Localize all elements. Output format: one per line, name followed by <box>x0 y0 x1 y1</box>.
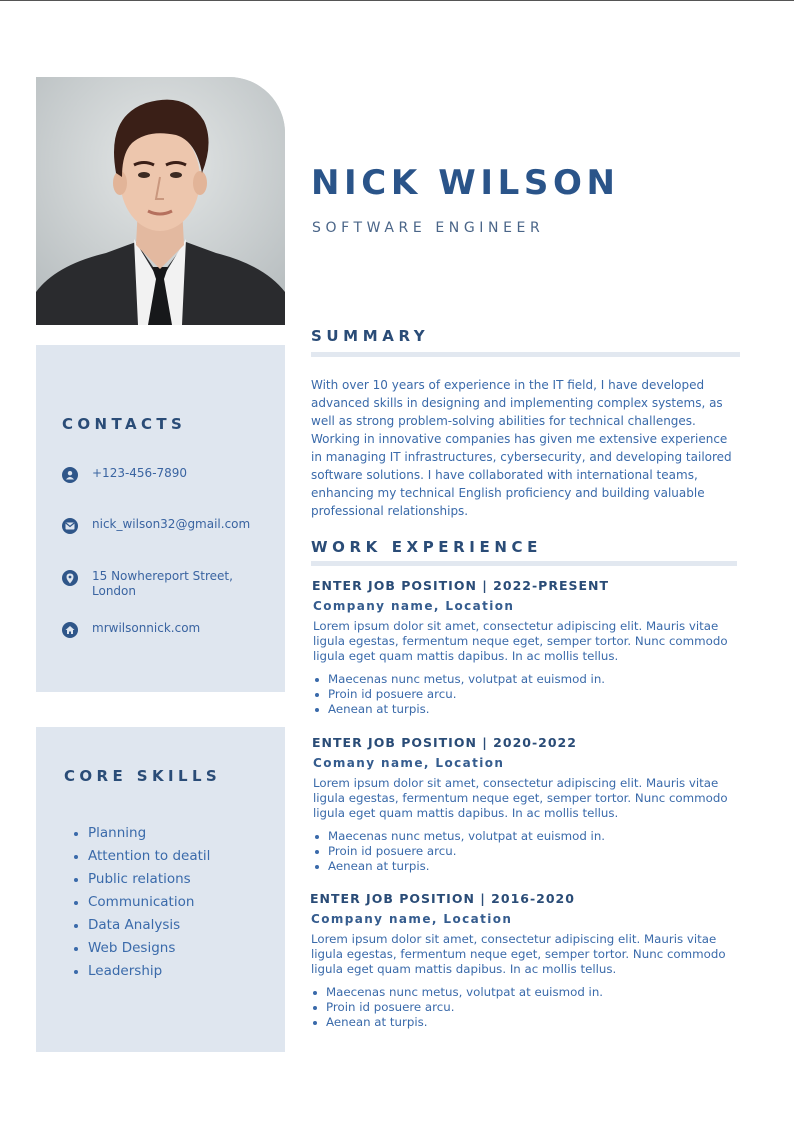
home-icon <box>62 622 78 638</box>
job-company: Company name, Location <box>311 912 513 926</box>
job-bullet: Maecenas nunc metus, volutpat at euismod in. <box>315 672 741 687</box>
job-company: Company name, Location <box>313 599 515 613</box>
contact-website <box>62 621 252 638</box>
job-title: ENTER JOB POSITION | 2022-PRESENT <box>312 578 610 593</box>
job-entry-1 <box>311 578 741 717</box>
work-experience-divider <box>311 561 737 566</box>
candidate-name: NICK WILSON <box>311 163 620 203</box>
skill-item: Public relations <box>72 868 210 891</box>
contacts-title: CONTACTS <box>62 415 187 433</box>
job-bullet: Proin id posuere arcu. <box>315 687 741 702</box>
job-bullet: Proin id posuere arcu. <box>313 1000 739 1015</box>
work-experience-title: WORK EXPERIENCE <box>311 538 542 556</box>
location-pin-icon <box>62 570 78 586</box>
job-company: Comany name, Location <box>313 756 505 770</box>
profile-photo <box>36 77 285 325</box>
job-bullets <box>311 829 741 874</box>
job-description: Lorem ipsum dolor sit amet, consectetur adipiscing elit. Mauris vitae ligula egestas, fermentum neque eget, semper tortor. Nunc commodo ligula eget quam mattis dapibus. In ac mollis tellus. <box>311 932 726 976</box>
skill-item: Planning <box>72 822 210 845</box>
job-bullet: Maecenas nunc metus, volutpat at euismod in. <box>315 829 741 844</box>
skill-item: Data Analysis <box>72 914 210 937</box>
contact-website-text[interactable]: mrwilsonnick.com <box>92 621 201 635</box>
job-entry-2 <box>311 735 741 874</box>
contact-phone <box>62 466 252 483</box>
job-title: ENTER JOB POSITION | 2016-2020 <box>310 891 575 906</box>
contact-phone-text: +123-456-7890 <box>92 466 188 480</box>
job-description: Lorem ipsum dolor sit amet, consectetur adipiscing elit. Mauris vitae ligula egestas, fermentum neque eget, semper tortor. Nunc commodo ligula eget quam mattis dapibus. In ac mollis tellus. <box>313 776 728 820</box>
skill-item: Web Designs <box>72 937 210 960</box>
user-icon <box>62 467 78 483</box>
job-bullet: Aenean at turpis. <box>315 702 741 717</box>
candidate-role: SOFTWARE ENGINEER <box>312 220 545 236</box>
job-bullets <box>309 985 739 1030</box>
mail-icon <box>62 518 78 534</box>
summary-title: SUMMARY <box>311 327 430 345</box>
summary-divider <box>311 352 740 357</box>
job-bullet: Maecenas nunc metus, volutpat at euismod in. <box>313 985 739 1000</box>
top-border-line <box>0 0 794 1</box>
contact-email <box>62 517 252 534</box>
skill-item: Attention to deatil <box>72 845 210 868</box>
skills-list <box>72 822 210 983</box>
skills-panel <box>36 727 285 1052</box>
job-entry-3 <box>309 891 739 1030</box>
job-bullets <box>311 672 741 717</box>
contact-address <box>62 569 252 599</box>
job-title: ENTER JOB POSITION | 2020-2022 <box>312 735 577 750</box>
skill-item: Communication <box>72 891 210 914</box>
job-bullet: Aenean at turpis. <box>313 1015 739 1030</box>
summary-text: With over 10 years of experience in the IT field, I have developed advanced skills in designing and implementing complex systems, as well as strong problem-solving abilities for technical challenges. Working in innovative companies has given me extensive experience in managing IT infrastructures, cybersecurity, and developing tailored software solutions. I have collaborated with international teams, enhancing my technical English proficiency and building valuable professional relationships. <box>311 378 732 518</box>
job-description: Lorem ipsum dolor sit amet, consectetur adipiscing elit. Mauris vitae ligula egestas, fermentum neque eget, semper tortor. Nunc commodo ligula eget quam mattis dapibus. In ac mollis tellus. <box>313 619 728 663</box>
contact-email-text[interactable]: nick_wilson32@gmail.com <box>92 517 251 531</box>
job-bullet: Aenean at turpis. <box>315 859 741 874</box>
job-bullet: Proin id posuere arcu. <box>315 844 741 859</box>
skill-item: Leadership <box>72 960 210 983</box>
contact-address-text: 15 Nowhereport Street, London <box>92 569 233 598</box>
contacts-panel <box>36 345 285 692</box>
skills-title: CORE SKILLS <box>64 767 222 785</box>
